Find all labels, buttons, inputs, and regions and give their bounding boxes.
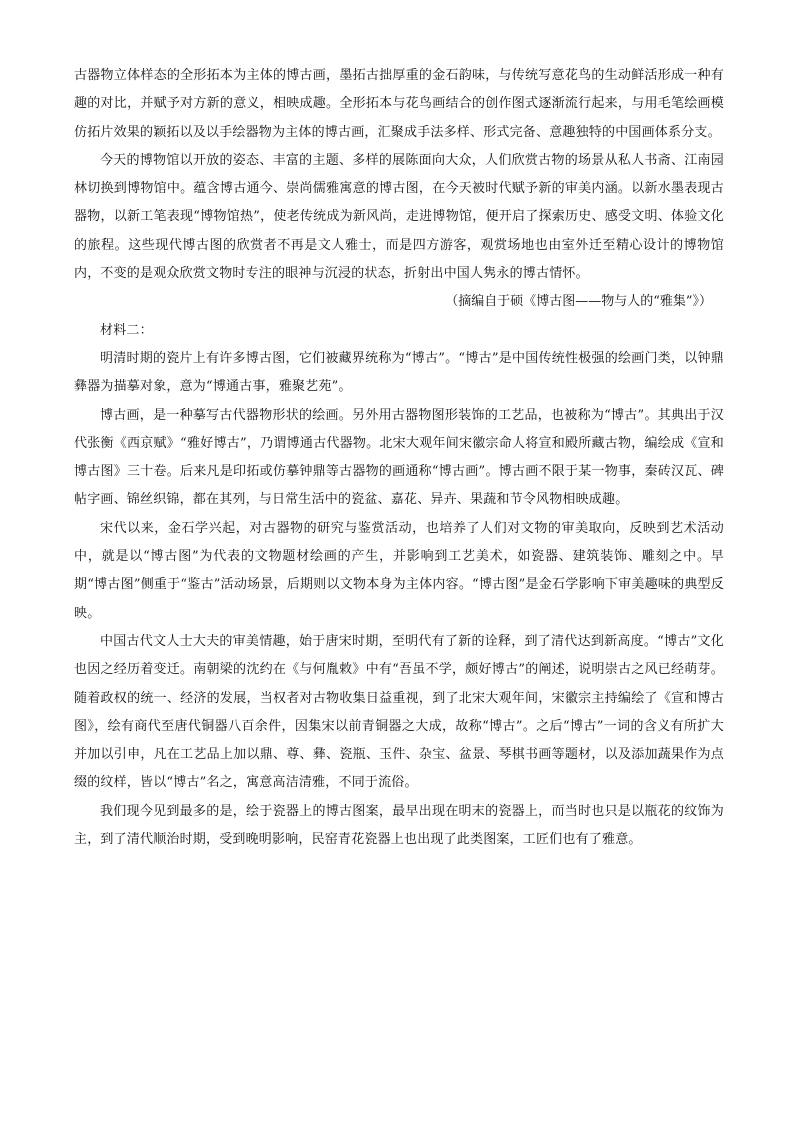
material-paragraph-3: 宋代以来，金石学兴起，对古器物的研究与鉴赏活动，也培养了人们对文物的审美取向，反映到艺术活动中，就是以“博古图”为代表的文物题材绘画的产生，并影响到工艺美术，如瓷器、建筑装饰、雕刻之中。早期“博古图”侧重于“鉴古”活动场景，后期则以文物本身为主体内容。“博古图”是金石学影响下审美趣味的典型反映。 (74, 520, 724, 621)
material-paragraph-1: 明清时期的瓷片上有许多博古图，它们被藏界统称为“博古”。“博古”是中国传统性极强的绘画门类，以钟鼎彝器为描摹对象，意为“博通古事，雅聚艺苑”。 (74, 350, 724, 395)
material-paragraph-5: 我们现今见到最多的是，绘于瓷器上的博古图案，最早出现在明末的瓷器上，而当时也只是以瓶花的纹饰为主，到了清代顺治时期，受到晚明影响，民窑青花瓷器上也出现了此类图案，工匠们也有了雅意。 (74, 803, 724, 848)
paragraph-1: 古器物立体样态的全形拓本为主体的博古画，墨拓古拙厚重的金石韵味，与传统写意花鸟的生动鲜活形成一种有趣的对比，并赋予对方新的意义，相映成趣。全形拓本与花鸟画结合的创作图式逐渐流行起来，与用毛笔绘画模仿拓片效果的颖拓以及以手绘器物为主体的博古画，汇聚成手法多样、形式完备、意趣独特的中国画体系分支。 (74, 68, 724, 140)
source-citation: （摘编自于硕《博古图——物与人的“雅集”》） (445, 294, 712, 310)
document-page (74, 62, 724, 854)
material-label: 材料二： (100, 322, 153, 338)
material-paragraph-4: 中国古代文人士大夫的审美情趣，始于唐宋时期，至明代有了新的诠释，到了清代达到新高度。“博古”文化也因之经历着变迁。南朝梁的沈约在《与何胤敕》中有“吾虽不学，颇好博古”的阐述，说明崇古之风已经萌芽。随着政权的统一、经济的发展，当权者对古物收集日益重视，到了北宋大观年间，宋徽宗主持编绘了《宣和博古图》，绘有商代至唐代铜器八百余件，因集宋以前青铜器之大成，故称“博古”。之后“博古”一词的含义有所扩大并加以引申，凡在工艺品上加以鼎、尊、彝、瓷瓶、玉件、杂宝、盆景、琴棋书画等题材，以及添加蔬果作为点缀的纹样，皆以“博古”名之，寓意高洁清雅，不同于流俗。 (74, 633, 724, 791)
paragraph-2: 今天的博物馆以开放的姿态、丰富的主题、多样的展陈面向大众，人们欣赏古物的场景从私人书斋、江南园林切换到博物馆中。蕴含博古通今、崇尚儒雅寓意的博古图，在今天被时代赋予新的审美内涵。以新水墨表现古器物，以新工笔表现“博物馆热”，使老传统成为新风尚，走进博物馆，便开启了探索历史、感受文明、体验文化的旅程。这些现代博古图的欣赏者不再是文人雅士，而是四方游客，观赏场地也由室外迁至精心设计的博物馆内，不变的是观众欣赏文物时专注的眼神与沉浸的状态，折射出中国人隽永的博古情怀。 (74, 152, 724, 282)
material-paragraph-2: 博古画，是一种摹写古代器物形状的绘画。另外用古器物图形装饰的工艺品，也被称为“博古”。其典出于汉代张衡《西京赋》“雅好博古”，乃谓博通古代器物。北宋大观年间宋徽宗命人将宣和殿所藏古物，编绘成《宣和博古图》三十卷。后来凡是印拓或仿摹钟鼎等古器物的画通称“博古画”。博古画不限于某一物事，秦砖汉瓦、碑帖字画、锦丝织锦，都在其列，与日常生活中的瓷盆、嘉花、异卉、果蔬和节令风物相映成趣。 (74, 407, 724, 508)
